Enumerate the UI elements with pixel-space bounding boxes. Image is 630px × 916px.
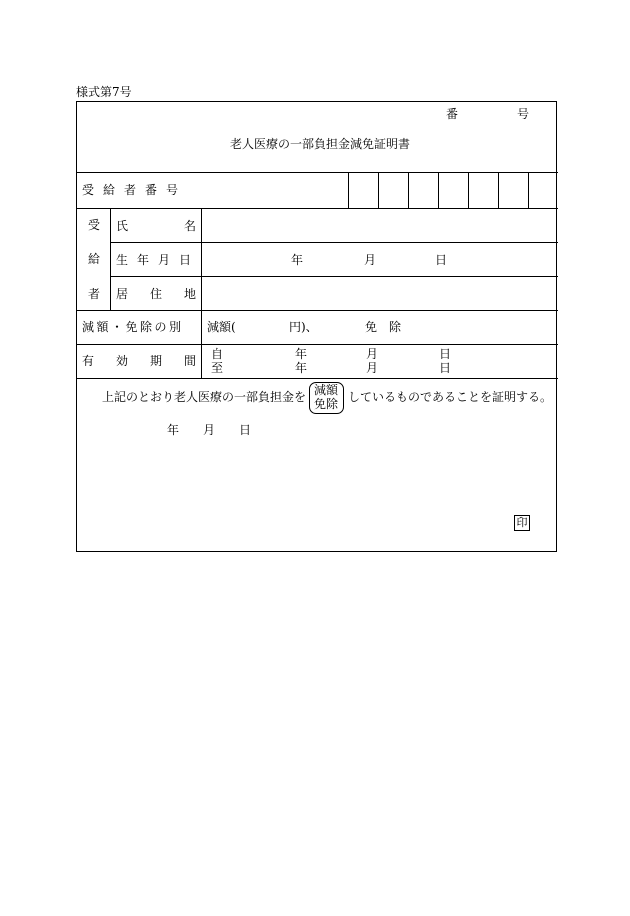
validity-to: 至 (211, 361, 224, 375)
name-label: 氏 (116, 219, 129, 233)
issue-day-label: 日 (239, 423, 252, 437)
certification-text-after: しているものであることを証明する。 (348, 390, 553, 404)
recipient-number-label: 受給者番号 (82, 183, 188, 197)
recipient-number-box[interactable] (349, 173, 378, 208)
to-year-label: 年 (295, 361, 308, 375)
birthdate-label: 生年月日 (116, 253, 201, 267)
exemption-text: 免 除 (365, 320, 402, 334)
recipient-number-box[interactable] (529, 173, 557, 208)
recipient-label-char: 者 (88, 287, 101, 301)
certification-text-before: 上記のとおり老人医療の一部負担金を (102, 390, 307, 404)
address-label: 住 (150, 287, 163, 301)
birthdate-field[interactable] (202, 243, 557, 276)
form-title: 老人医療の一部負担金減免証明書 (230, 137, 411, 151)
validity-label: 有効期間 (82, 354, 219, 368)
number-label-ban: 番 (446, 107, 459, 121)
name-label: 名 (184, 219, 197, 233)
reduction-type-label: 減額・免除の別 (82, 320, 184, 334)
name-field[interactable] (202, 209, 557, 242)
recipient-number-box[interactable] (379, 173, 408, 208)
from-year-label: 年 (295, 347, 308, 361)
birth-day-label: 日 (435, 253, 448, 267)
recipient-number-box[interactable] (439, 173, 468, 208)
from-month-label: 月 (366, 347, 379, 361)
address-label: 居 (116, 287, 129, 301)
number-label-go: 号 (517, 107, 530, 121)
reduction-text: 減額( (207, 320, 236, 334)
birth-year-label: 年 (291, 253, 304, 267)
address-field[interactable] (202, 277, 557, 310)
choice-exemption: 免除 (314, 397, 339, 411)
choice-reduction: 減額 (314, 383, 339, 397)
issue-year-label: 年 (167, 423, 180, 437)
to-month-label: 月 (366, 361, 379, 375)
reduction-amount-field[interactable] (240, 314, 286, 340)
validity-from: 自 (211, 347, 224, 361)
recipient-number-box[interactable] (469, 173, 498, 208)
from-day-label: 日 (439, 347, 452, 361)
to-day-label: 日 (439, 361, 452, 375)
seal-mark: 印 (514, 515, 530, 531)
recipient-number-box[interactable] (499, 173, 528, 208)
form-number: 様式第7号 (76, 85, 132, 99)
yen-text: 円)、 (289, 320, 318, 334)
recipient-label-char: 給 (88, 252, 101, 266)
birth-month-label: 月 (364, 253, 377, 267)
recipient-number-box[interactable] (409, 173, 438, 208)
issue-month-label: 月 (203, 423, 216, 437)
address-label: 地 (184, 287, 197, 301)
recipient-label-char: 受 (88, 218, 101, 232)
